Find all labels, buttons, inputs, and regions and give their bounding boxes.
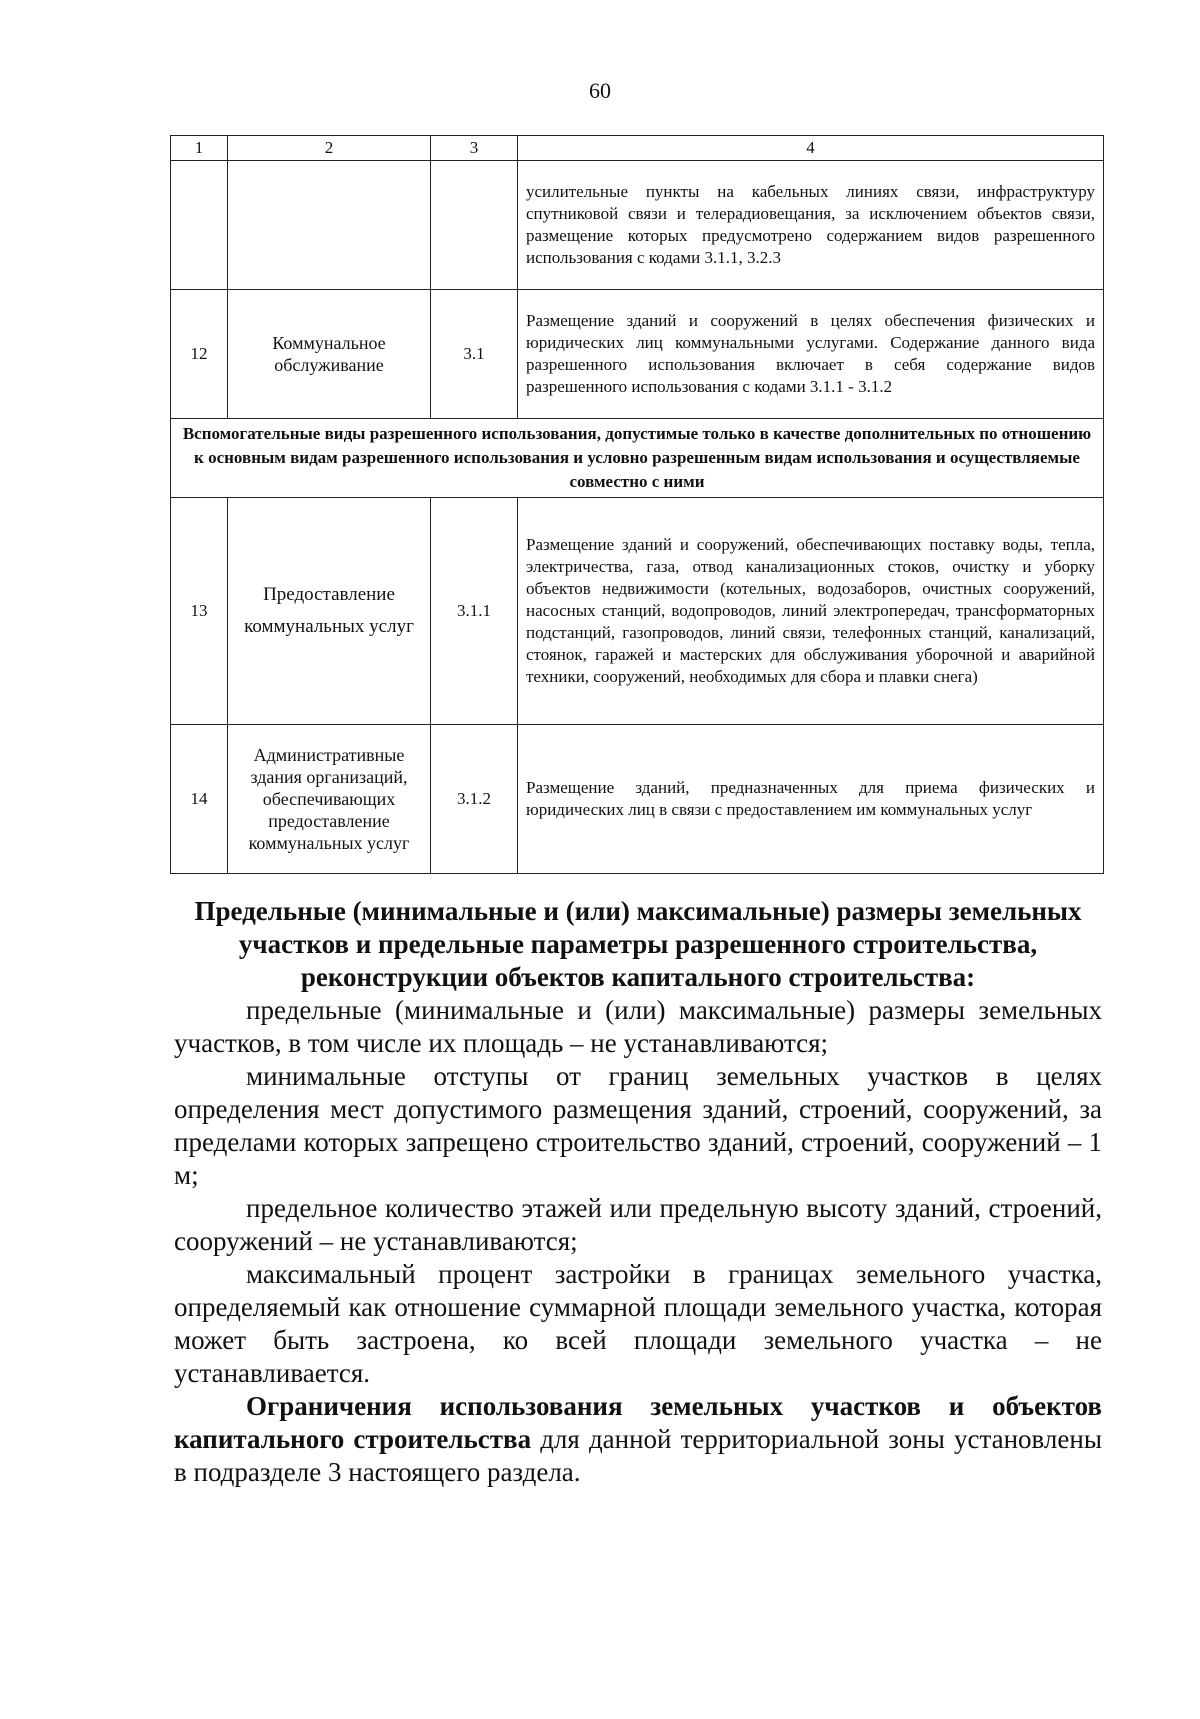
use-description: усилительные пункты на кабельных линиях связи, инфраструктуру спутниковой связи и телерадиовещания, за исключением объектов связи, размещение которых предусмотрено содержанием видов разрешенного использования с кодами 3.1.1, 3.2.3 — [518, 161, 1104, 290]
table-row — [171, 290, 1104, 419]
paragraph: максимальный процент застройки в границах земельного участка, определяемый как отношение суммарной площади земельного участка, которая может быть застроена, ко всей площади земельного участка – не устанавливается. — [174, 1259, 1102, 1388]
paragraph: предельное количество этажей или предельную высоту зданий, строений, сооружений – не устанавливаются; — [174, 1193, 1102, 1256]
restrictions-rest: для данной территориальной зоны установлены в подразделе 3 настоящего раздела. — [174, 1424, 1102, 1487]
use-code: 3.1.2 — [431, 725, 518, 874]
header-col-1: 1 — [171, 136, 228, 161]
land-use-table — [170, 135, 1104, 874]
table-row — [171, 161, 1104, 290]
use-description: Размещение зданий, предназначенных для приема физических и юридических лиц в связи с предоставлением им коммунальных услуг — [518, 725, 1104, 874]
table-header-row — [171, 136, 1104, 161]
header-col-2: 2 — [228, 136, 431, 161]
body-text — [174, 895, 1102, 1489]
row-num: 12 — [171, 290, 228, 419]
use-code: 3.1 — [431, 290, 518, 419]
use-code: 3.1.1 — [431, 498, 518, 725]
use-description: Размещение зданий и сооружений в целях обеспечения физических и юридических лиц коммунальными услугами. Содержание данного вида разрешенного использования включает в себя содержание видов разрешенного использования с кодами 3.1.1 - 3.1.2 — [518, 290, 1104, 419]
row-num: 13 — [171, 498, 228, 725]
table-row — [171, 725, 1104, 874]
use-code — [431, 161, 518, 290]
use-description: Размещение зданий и сооружений, обеспечивающих поставку воды, тепла, электричества, газа, отвод канализационных стоков, очистку и уборку объектов недвижимости (котельных, водозаборов, очистных сооружений, насосных станций, водопроводов, линий электропередач, трансформаторных подстанций, газопроводов, линий связи, телефонных станций, канализаций, стоянок, гаражей и мастерских для обслуживания уборочной и аварийной техники, сооружений, необходимых для сбора и плавки снега) — [518, 498, 1104, 725]
row-num: 14 — [171, 725, 228, 874]
paragraph: минимальные отступы от границ земельных участков в целях определения мест допустимого размещения зданий, строений, сооружений, за пределами которых запрещено строительство зданий, строений, сооружений – 1 м; — [174, 1061, 1102, 1190]
restrictions-paragraph — [174, 1390, 1102, 1489]
restrictions-bold-lead: Ограничения использования земельных участков и объектов капитального строительства — [174, 1391, 1102, 1454]
row-num — [171, 161, 228, 290]
header-col-4: 4 — [518, 136, 1104, 161]
section-heading: Предельные (минимальные и (или) максимальные) размеры земельных участков и предельные параметры разрешенного строительства, реконструкции объектов капитального строительства: — [194, 896, 1082, 992]
use-name: Предоставление коммунальных услуг — [228, 498, 431, 725]
use-name: Административные здания организаций, обеспечивающих предоставление коммунальных услуг — [228, 725, 431, 874]
paragraph: предельные (минимальные и (или) максимальные) размеры земельных участков, в том числе их площадь – не устанавливаются; — [174, 995, 1102, 1058]
table-row — [171, 498, 1104, 725]
auxiliary-uses-subheader: Вспомогательные виды разрешенного использования, допустимые только в качестве дополнительных по отношению к основным видам разрешенного использования и условно разрешенным видам использования и осуществляемые совместно с ними — [171, 419, 1104, 498]
page-number: 60 — [589, 78, 611, 103]
header-col-3: 3 — [431, 136, 518, 161]
use-name: Коммунальное обслуживание — [228, 290, 431, 419]
use-name — [228, 161, 431, 290]
table-subheader-row — [171, 419, 1104, 498]
